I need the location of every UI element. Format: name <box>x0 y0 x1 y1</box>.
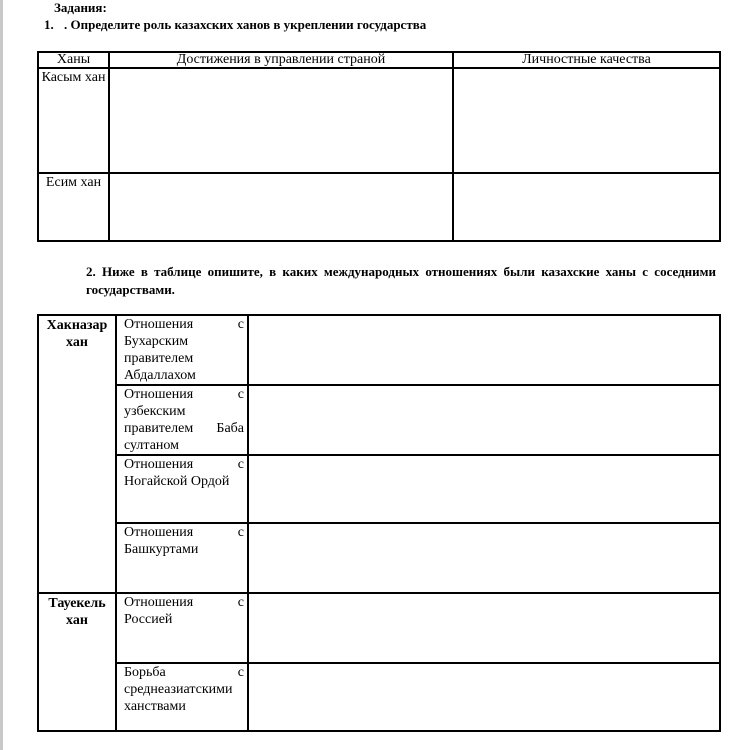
header-personal-qualities: Личностные качества <box>453 52 720 68</box>
task-1-number: 1. <box>44 17 54 32</box>
answer-cell[interactable] <box>248 315 720 385</box>
khan-name-cell: Есим хан <box>38 173 109 241</box>
table-row <box>38 385 720 455</box>
khan-name-cell: Касым хан <box>38 68 109 173</box>
task-1-title <box>44 17 426 32</box>
table-row <box>38 593 720 663</box>
answer-cell[interactable] <box>248 455 720 523</box>
khan-name-cell: Тауекель хан <box>38 593 116 731</box>
khans-role-table <box>37 51 721 242</box>
header-khans: Ханы <box>38 52 109 68</box>
relation-label: Отношения с Россией <box>116 593 248 663</box>
qualities-cell[interactable] <box>453 173 720 241</box>
table-row <box>38 315 720 385</box>
table-header-row <box>38 52 720 68</box>
table-row <box>38 523 720 593</box>
table-row <box>38 68 720 173</box>
tasks-heading: Задания: <box>54 0 107 15</box>
answer-cell[interactable] <box>248 385 720 455</box>
relation-label: Отношения с Бухарским правителем Абдаллахом <box>116 315 248 385</box>
relation-label: Борьба с среднеазиатскими ханствами <box>116 663 248 731</box>
table-row <box>38 663 720 731</box>
qualities-cell[interactable] <box>453 68 720 173</box>
international-relations-table <box>37 314 721 732</box>
relation-label: Отношения с Башкуртами <box>116 523 248 593</box>
khan-name-cell: Хакназар хан <box>38 315 116 593</box>
header-achievements: Достижения в управлении страной <box>109 52 453 68</box>
achievements-cell[interactable] <box>109 173 453 241</box>
task-2-text: 2. Ниже в таблице опишите, в каких международных отношениях были казахские ханы с соседними государствами. <box>86 264 716 297</box>
table-row <box>38 455 720 523</box>
answer-cell[interactable] <box>248 663 720 731</box>
page-edge <box>0 0 3 750</box>
achievements-cell[interactable] <box>109 68 453 173</box>
relation-label: Отношения с узбекским правителем Баба султаном <box>116 385 248 455</box>
answer-cell[interactable] <box>248 593 720 663</box>
table-row <box>38 173 720 241</box>
task-1-text: . Определите роль казахских ханов в укреплении государства <box>64 17 427 32</box>
relation-label: Отношения с Ногайской Ордой <box>116 455 248 523</box>
answer-cell[interactable] <box>248 523 720 593</box>
